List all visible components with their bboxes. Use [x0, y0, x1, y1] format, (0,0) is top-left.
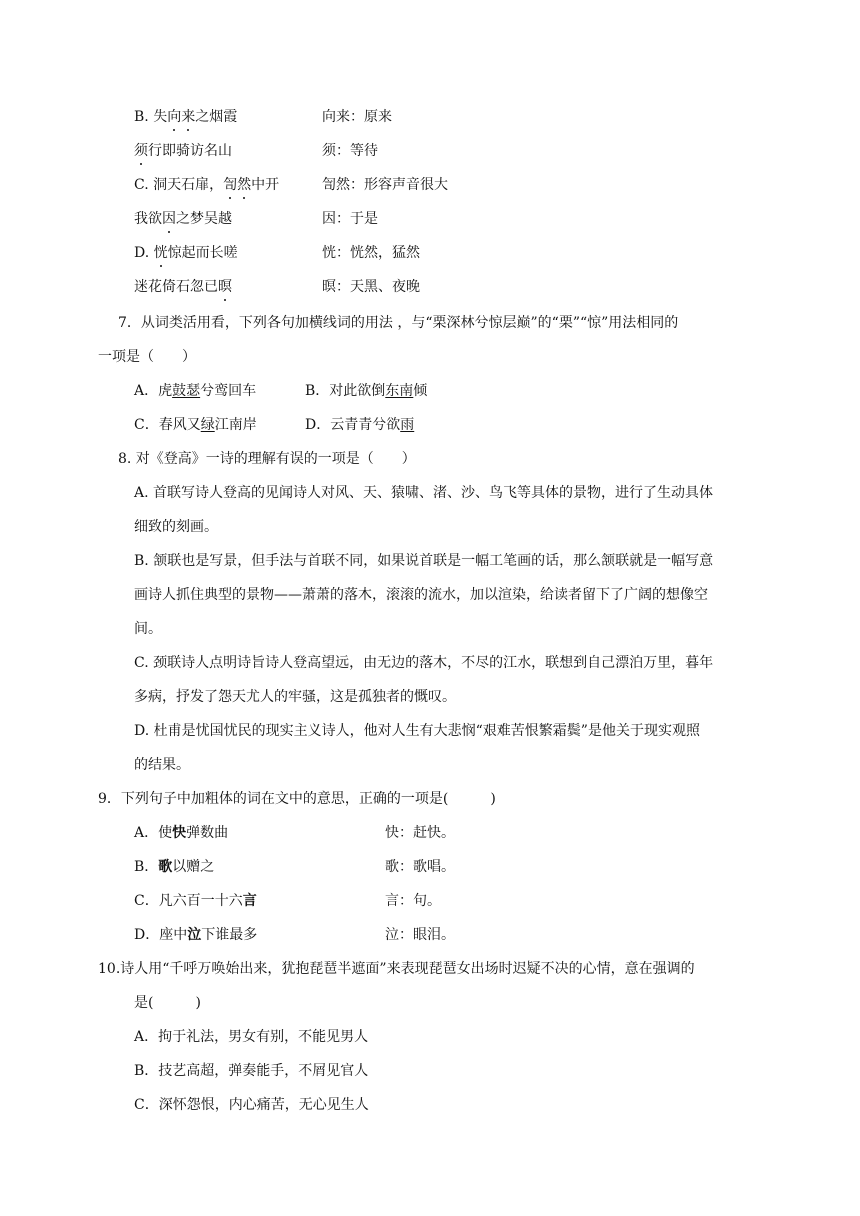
q6-B-gloss1: 向来：原来 [322, 109, 392, 125]
q8-option-b-line2: 画诗人抓住典型的景物——萧萧的落木，滚滚的流水，加以渲染，给读者留下了广阔的想像空 [134, 587, 708, 603]
q8-option-d-line1[interactable]: D. 杜甫是忧国忧民的现实主义诗人，他对人生有大悲悯“艰难苦恨繁霜鬓”是他关于现实观照 [134, 723, 700, 739]
q8-option-b-line1[interactable]: B. 颔联也是写景，但手法与首联不同，如果说首联是一幅工笔画的话，那么颔联就是一幅写意 [134, 553, 714, 569]
bold-word: 快 [172, 825, 187, 841]
q9-option-a[interactable]: A．使快弹数曲 [134, 825, 229, 841]
q9-option-d[interactable]: D．座中泣下谁最多 [134, 927, 258, 943]
q6-C-gloss2: 因：于是 [322, 211, 378, 227]
q6-B-line2: 须行即骑访名山 [134, 143, 232, 159]
q7-option-d[interactable]: D．云青青兮欲雨 [305, 417, 415, 433]
emphasis-dot-char: 向 [167, 109, 182, 125]
emphasis-dot-char: 因 [162, 211, 176, 227]
bold-word: 言 [242, 893, 257, 909]
q7-option-a[interactable]: A．虎鼓瑟兮鸾回车 [134, 383, 257, 399]
q9-option-b-gloss: 歌：歌唱。 [385, 859, 455, 875]
q6-C-gloss1: 訇然：形容声音很大 [322, 177, 448, 193]
q6-D-line2: 迷花倚石忽已暝 [134, 279, 232, 295]
q8-option-a-line2: 细致的刻画。 [134, 519, 218, 535]
underlined-word: 鼓瑟 [172, 383, 201, 399]
bold-word: 泣 [187, 927, 202, 943]
q6-D-gloss2: 暝：天黑、夜晚 [322, 279, 420, 295]
emphasis-dot-char: 恍 [153, 245, 168, 261]
q9-option-a-gloss: 快：赶快。 [385, 825, 455, 841]
bold-word: 歌 [158, 859, 173, 875]
q9-option-d-gloss: 泣：眼泪。 [385, 927, 455, 943]
q9-option-c-gloss: 言：句。 [385, 893, 441, 909]
underlined-word: 雨 [400, 417, 415, 433]
q10-option-b[interactable]: B．技艺高超，弹奏能手，不屑见官人 [134, 1063, 369, 1079]
q10-option-c[interactable]: C．深怀怨恨，内心痛苦，无心见生人 [134, 1097, 369, 1113]
q7-option-c[interactable]: C．春风又绿江南岸 [134, 417, 257, 433]
q6-B-line1: B. 失向来之烟霞 [134, 109, 238, 125]
emphasis-dot-char: 来 [181, 109, 196, 125]
emphasis-dot-char: 然 [237, 177, 252, 193]
emphasis-dot-char: 訇 [223, 177, 238, 193]
q6-C-line2: 我欲因之梦吴越 [134, 211, 232, 227]
q7-option-b[interactable]: B．对此欲倒东南倾 [305, 383, 428, 399]
q10-stem-line1: 10.诗人用“千呼万唤始出来，犹抱琵琶半遮面”来表现琵琶女出场时迟疑不决的心情，意在强调的 [98, 961, 695, 977]
emphasis-dot-char: 须 [134, 143, 148, 159]
q10-option-a[interactable]: A．拘于礼法，男女有别，不能见男人 [134, 1029, 369, 1045]
q8-option-a-line1[interactable]: A. 首联写诗人登高的见闻诗人对风、天、猿啸、渚、沙、鸟飞等具体的景物，进行了生动具体 [134, 485, 714, 501]
q9-option-c[interactable]: C．凡六百一十六言 [134, 893, 257, 909]
q8-option-d-line2: 的结果。 [134, 757, 190, 773]
q7-stem-line2: 一项是（ ） [98, 349, 196, 365]
q10-stem-line2: 是( ) [134, 995, 201, 1011]
q8-option-b-line3: 间。 [134, 621, 162, 637]
q8-option-c-line1[interactable]: C. 颈联诗人点明诗旨诗人登高望远，由无边的落木，不尽的江水，联想到自己漂泊万里，暮年 [134, 655, 714, 671]
q6-B-gloss2: 须：等待 [322, 143, 378, 159]
q8-option-c-line2: 多病，抒发了怨天尤人的牢骚，这是孤独者的慨叹。 [134, 689, 456, 705]
q6-D-gloss1: 恍：恍然，猛然 [322, 245, 420, 261]
q6-D-line1: D. 恍惊起而长嗟 [134, 245, 238, 261]
q8-stem: 8. 对《登高》一诗的理解有误的一项是（ ） [118, 451, 416, 467]
underlined-word: 绿 [200, 417, 215, 433]
underlined-word: 东南 [385, 383, 414, 399]
q7-stem-line1: 7．从词类活用看，下列各句加横线词的用法 ，与“栗深林兮惊层巅”的“栗”“惊”用法相同的 [118, 315, 679, 331]
emphasis-dot-char: 暝 [218, 279, 232, 295]
q9-stem: 9．下列句子中加粗体的词在文中的意思，正确的一项是( ) [98, 791, 496, 807]
q9-option-b[interactable]: B．歌以赠之 [134, 859, 215, 875]
q6-C-line1: C. 洞天石扉，訇然中开 [134, 177, 280, 193]
